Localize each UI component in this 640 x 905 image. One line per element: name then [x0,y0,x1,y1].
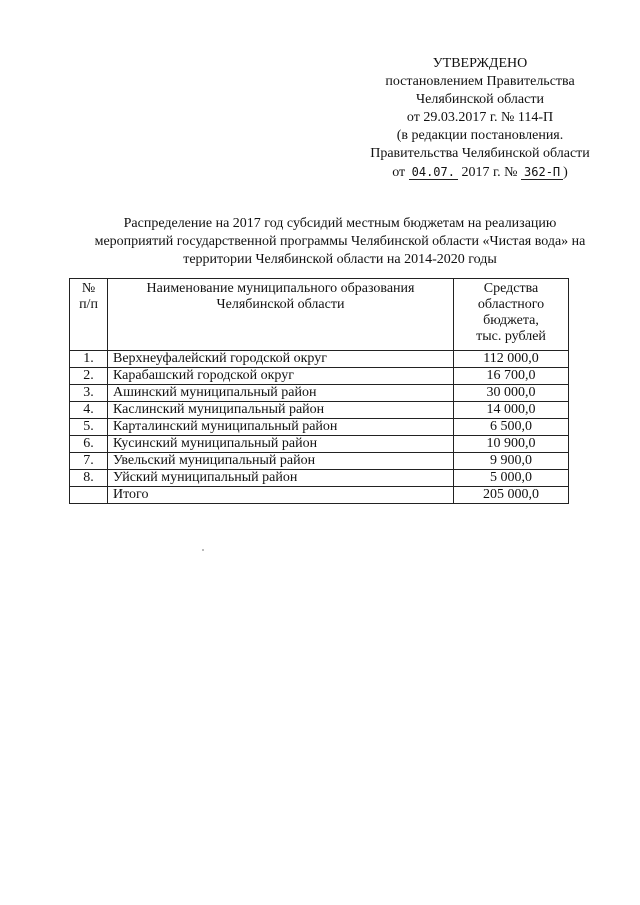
row-num: 1. [70,351,108,368]
row-amount: 30 000,0 [454,385,569,402]
row-num: 7. [70,453,108,470]
approval-line-government: Правительства Челябинской области [370,146,590,161]
date-suffix: 2017 г. № [461,165,518,180]
row-num: 8. [70,470,108,487]
row-amount: 112 000,0 [454,351,569,368]
row-num: 4. [70,402,108,419]
scan-speck [202,549,204,551]
row-municipality: Карталинский муниципальный район [108,419,454,436]
table-row [70,419,569,436]
header-budget-line3: бюджета, [483,313,539,328]
table-row [70,470,569,487]
document-title: Распределение на 2017 год субсидий местным бюджетам на реализацию мероприятий государственной программы Челябинской области «Чистая вода» на территории Челябинской области на 2014-2020 годы [94,216,586,267]
row-amount: 5 000,0 [454,470,569,487]
total-num [70,487,108,504]
row-num: 2. [70,368,108,385]
header-num [70,279,108,351]
row-num: 5. [70,419,108,436]
approval-block [330,55,630,182]
approval-line-amend-date [330,163,630,182]
total-label: Итого [108,487,454,504]
row-amount: 6 500,0 [454,419,569,436]
number-close: ) [563,165,568,180]
row-municipality: Каслинский муниципальный район [108,402,454,419]
header-budget [454,279,569,351]
approval-line-original-date: от 29.03.2017 г. № 114-П [406,110,554,125]
approval-line-region: Челябинской области [416,92,544,107]
header-num-symbol: № [81,281,96,296]
row-municipality: Увельский муниципальный район [108,453,454,470]
table-row [70,385,569,402]
row-num: 6. [70,436,108,453]
table-row [70,368,569,385]
table-row [70,453,569,470]
row-num: 3. [70,385,108,402]
total-amount: 205 000,0 [454,487,569,504]
approval-heading: УТВЕРЖДЕНО [432,56,528,71]
approval-line-amended: (в редакции постановления. [396,128,564,143]
row-amount: 14 000,0 [454,402,569,419]
date-filled-in: 04.07. [409,165,458,180]
row-amount: 10 900,0 [454,436,569,453]
header-num-label: п/п [79,297,98,312]
row-municipality: Верхнеуфалейский городской округ [108,351,454,368]
table-header-row [70,279,569,351]
date-prefix: от [392,165,406,180]
row-municipality: Карабашский городской округ [108,368,454,385]
row-municipality: Кусинский муниципальный район [108,436,454,453]
approval-line-resolution: постановлением Правительства [385,74,575,89]
row-municipality: Ашинский муниципальный район [108,385,454,402]
header-name [108,279,454,351]
table-row [70,402,569,419]
row-municipality: Уйский муниципальный район [108,470,454,487]
subsidy-table [69,278,569,504]
table-row [70,436,569,453]
row-amount: 9 900,0 [454,453,569,470]
header-name-line1: Наименование муниципального образования [146,281,415,296]
number-filled-in: 362-П [521,165,563,180]
header-budget-line2: областного [477,297,545,312]
header-name-line2: Челябинской области [216,297,345,312]
table-total-row [70,487,569,504]
header-budget-line4: тыс. рублей [476,329,546,344]
row-amount: 16 700,0 [454,368,569,385]
header-budget-line1: Средства [483,281,539,296]
table-row [70,351,569,368]
